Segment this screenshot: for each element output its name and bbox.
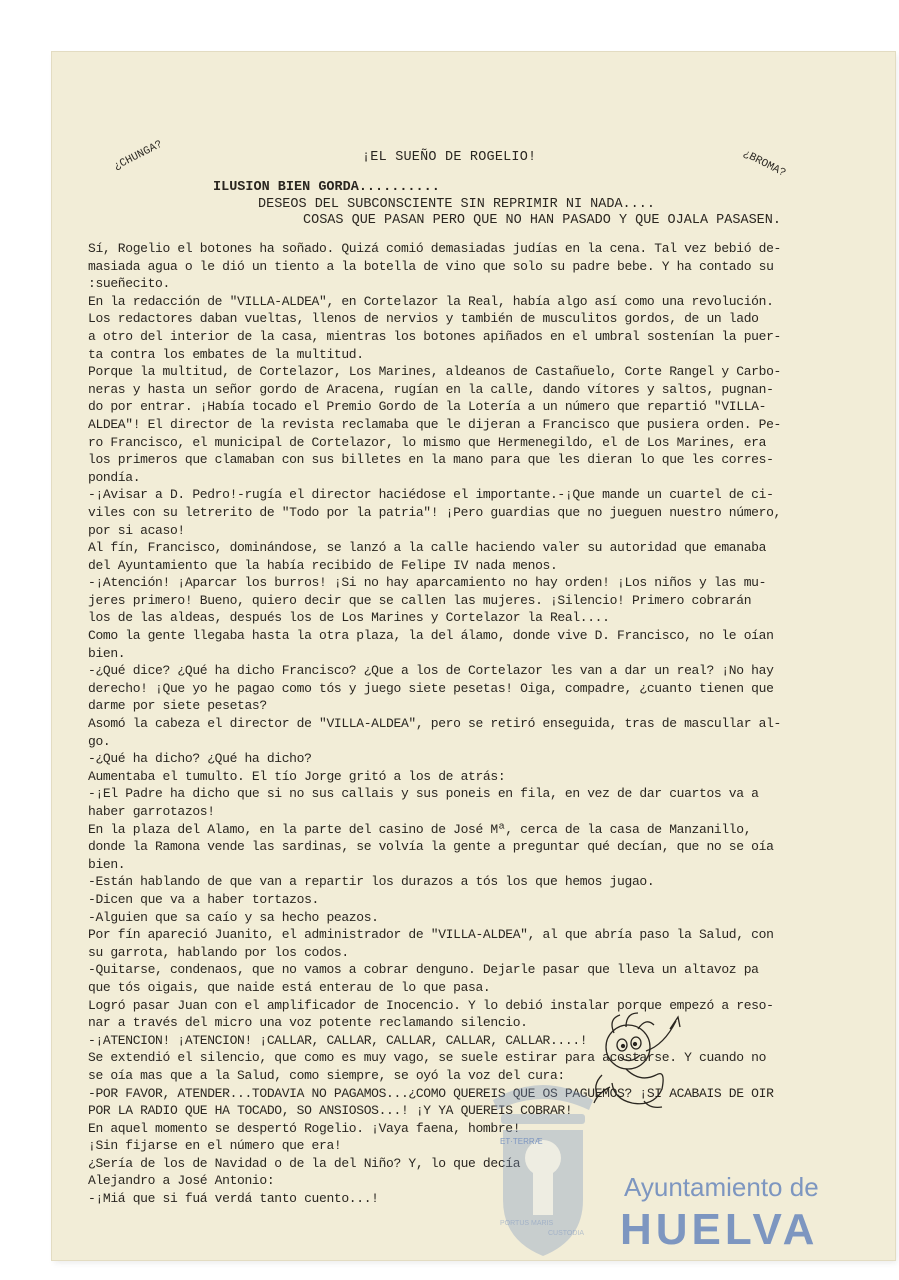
body-line: darme por siete pesetas? xyxy=(88,698,267,714)
body-line: go. xyxy=(88,733,111,749)
body-line: -¡Avisar a D. Pedro!-rugía el director haciédose el importante.-¡Que mande un cuartel de ci- xyxy=(88,487,774,503)
body-line: pondía. xyxy=(88,469,141,485)
body-line: los de las aldeas, después los de Los Marines y Cortelazor la Real.... xyxy=(88,610,610,626)
watermark-shield-top: ET·TERRÆ xyxy=(500,1137,543,1146)
subtitle-line-2: DESEOS DEL SUBCONSCIENTE SIN REPRIMIR NI NADA.... xyxy=(258,197,655,212)
body-line: En la plaza del Alamo, en la parte del casino de José Mª, cerca de la casa de Manzanillo, xyxy=(88,821,752,837)
body-line: su garrota, hablando por los codos. xyxy=(88,944,349,960)
body-line: Asomó la cabeza el director de "VILLA-ALDEA", pero se retiró enseguida, tras de mascullar al- xyxy=(88,716,781,732)
body-line: ALDEA"! El director de la revista reclamaba que le dijeran a Francisco que pusiera orden. Pe- xyxy=(88,416,781,432)
body-text xyxy=(88,240,823,1208)
body-line: ¿Sería de los de Navidad o de la del Niño? Y, lo que decía xyxy=(88,1155,521,1171)
body-line: -Alguien que sa caío y sa hecho peazos. xyxy=(88,909,379,925)
body-line: Porque la multitud, de Cortelazor, Los Marines, aldeanos de Castañuelo, Corte Rangel y Carbo- xyxy=(88,364,781,380)
side-note-broma: ¿BROMA? xyxy=(740,148,788,180)
body-line: nar a través del micro una voz potente reclamando silencio. xyxy=(88,1015,528,1031)
body-line: derecho! ¡Que yo he pagao como tós y juego siete pesetas! Oiga, compadre, ¿cuanto tienen que xyxy=(88,680,774,696)
watermark-huelva-text: HUELVA xyxy=(620,1205,819,1254)
body-line: Se extendió el silencio, que como es muy vago, se suele estirar para acostarse. Y cuando no xyxy=(88,1050,767,1066)
body-line: -¡El Padre ha dicho que si no sus callais y sus poneis en fila, en vez de dar cuartos va a xyxy=(88,786,759,802)
side-note-chunga: ¿CHUNGA? xyxy=(112,138,165,174)
body-line: -¡Miá que si fuá verdá tanto cuento...! xyxy=(88,1191,379,1207)
watermark-shield-right: CUSTODIA xyxy=(548,1230,585,1237)
body-line: -¿Qué dice? ¿Qué ha dicho Francisco? ¿Que a los de Cortelazor les van a dar un real? ¡No hay xyxy=(88,663,774,679)
body-line: bien. xyxy=(88,856,126,872)
body-line: Alejandro a José Antonio: xyxy=(88,1173,275,1189)
body-line: En aquel momento se despertó Rogelio. ¡Vaya faena, hombre! xyxy=(88,1120,521,1136)
body-line: bien. xyxy=(88,645,126,661)
body-line: :sueñecito. xyxy=(88,276,170,292)
body-line: los primeros que clamaban con sus billetes en la mano para que les dieran lo que les corres- xyxy=(88,452,774,468)
body-line: -¡Atención! ¡Aparcar los burros! ¡Si no hay aparcamiento no hay orden! ¡Los niños y las mu- xyxy=(88,575,767,591)
body-line: do por entrar. ¡Había tocado el Premio Gordo de la Lotería a un número que repartió "VILLA- xyxy=(88,399,767,415)
body-line: Aumentaba el tumulto. El tío Jorge gritó a los de atrás: xyxy=(88,768,506,784)
body-line: POR LA RADIO QUE HA TOCADO, SO ANSIOSOS...! ¡Y YA QUEREIS COBRAR! xyxy=(88,1103,573,1119)
watermark-shield-left: PORTUS MARIS xyxy=(500,1220,554,1227)
subtitle-line-1: ILUSION BIEN GORDA.......... xyxy=(213,180,440,195)
body-line: ¡Sin fijarse en el número que era! xyxy=(88,1138,342,1154)
body-line: -Quitarse, condenaos, que no vamos a cobrar denguno. Dejarle pasar que lleva un altavoz pa xyxy=(88,962,759,978)
watermark-ayuntamiento-text: Ayuntamiento de xyxy=(624,1172,819,1202)
body-line: donde la Ramona vende las sardinas, se volvía la gente a preguntar qué decían, que no se oía xyxy=(88,839,774,855)
body-line: que tós oigais, que naide está enterau de lo que pasa. xyxy=(88,979,491,995)
body-line: neras y hasta un señor gordo de Aracena, rugían en la calle, dando vítores y saltos, pugnan- xyxy=(88,381,774,397)
body-line: a otro del interior de la casa, mientras los botones apiñados en el umbral sostenían la puer- xyxy=(88,328,781,344)
body-line: ta contra los embates de la multitud. xyxy=(88,346,364,362)
body-line: En la redacción de "VILLA-ALDEA", en Cortelazor la Real, había algo así como una revolución. xyxy=(88,293,774,309)
subtitle-line-3: COSAS QUE PASAN PERO QUE NO HAN PASADO Y QUE OJALA PASASEN. xyxy=(303,213,781,228)
body-line: Como la gente llegaba hasta la otra plaza, la del álamo, donde vive D. Francisco, no le oían xyxy=(88,628,774,644)
body-line: -Están hablando de que van a repartir los durazos a tós los que hemos jugao. xyxy=(88,874,655,890)
body-line: Los redactores daban vueltas, llenos de nervios y también de musculitos gordos, de un lado xyxy=(88,311,759,327)
body-line: jeres primero! Bueno, quiero decir que se callen las mujeres. ¡Silencio! Primero cobrarán xyxy=(88,592,752,608)
body-line: del Ayuntamiento que la había recibido de Felipe IV nada menos. xyxy=(88,557,558,573)
body-line: -POR FAVOR, ATENDER...TODAVIA NO PAGAMOS...¿COMO QUEREIS QUE OS PAGUEMOS? ¡SI ACABAIS DE OIR xyxy=(88,1085,774,1101)
body-line: -Dicen que va a haber tortazos. xyxy=(88,891,319,907)
body-line: viles con su letrerito de "Todo por la patria"! ¡Pero guardias que no jueguen nuestro número, xyxy=(88,504,781,520)
body-line: ro Francisco, el municipal de Cortelazor, lo mismo que Hermenegildo, el de Los Marines, era xyxy=(88,434,767,450)
body-line: Sí, Rogelio el botones ha soñado. Quizá comió demasiadas judías en la cena. Tal vez bebió de- xyxy=(88,241,781,256)
body-line: Logró pasar Juan con el amplificador de Inocencio. Y lo debió instalar porque empezó a reso- xyxy=(88,997,774,1013)
body-line: -¡ATENCION! ¡ATENCION! ¡CALLAR, CALLAR, CALLAR, CALLAR, CALLAR....! xyxy=(88,1032,588,1048)
body-line: Por fín apareció Juanito, el administrador de "VILLA-ALDEA", al que abría paso la Salud, con xyxy=(88,927,774,943)
body-line: -¿Qué ha dicho? ¿Qué ha dicho? xyxy=(88,751,312,767)
body-line: haber garrotazos! xyxy=(88,804,215,819)
document-title: ¡EL SUEÑO DE ROGELIO! xyxy=(362,150,537,165)
body-line: se oía mas que a la Salud, como siempre, se oyó la voz del cura: xyxy=(88,1067,565,1083)
body-line: Al fín, Francisco, dominándose, se lanzó a la calle haciendo valer su autoridad que emanaba xyxy=(88,540,767,556)
body-line: por si acaso! xyxy=(88,522,185,538)
body-line: masiada agua o le dió un tiento a la botella de vino que solo su padre bebe. Y ha contado su xyxy=(88,258,774,274)
